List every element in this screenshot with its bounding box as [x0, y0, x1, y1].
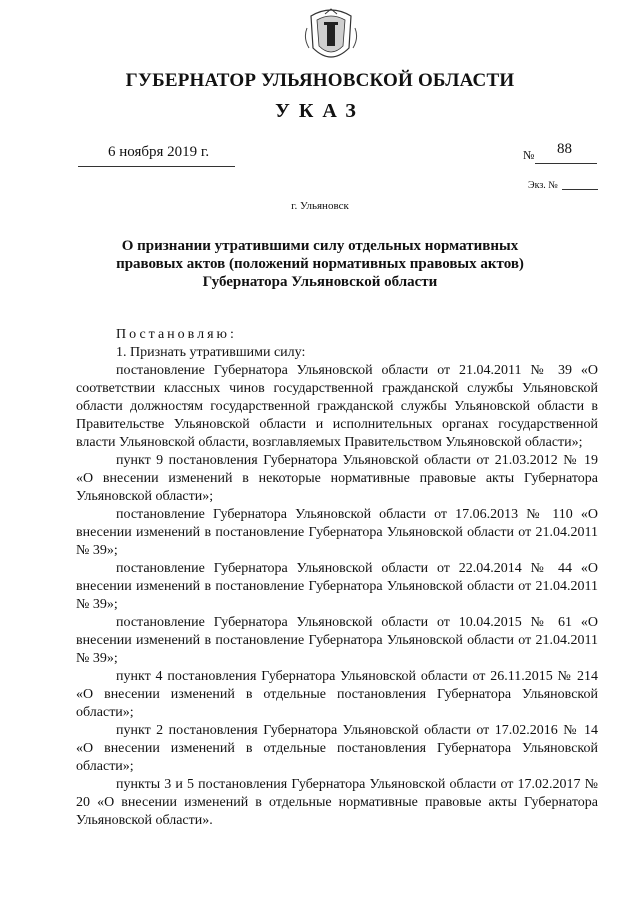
list-item: постановление Губернатора Ульяновской области от 10.04.2015 № 61 «О внесении изменений в постановление Губернатора Ульяновской области от 21.04.2011 № 39»; — [76, 615, 598, 666]
copy-label: Экз. № — [528, 180, 558, 191]
city: г. Ульяновск — [291, 200, 349, 212]
governor-title: ГУБЕРНАТОР УЛЬЯНОВСКОЙ ОБЛАСТИ — [125, 70, 515, 91]
decree-date: 6 ноября 2019 г. — [108, 144, 210, 160]
date-underline — [78, 166, 235, 167]
subject-line: О признании утратившими силу отдельных нормативных — [121, 238, 519, 254]
list-item: постановление Губернатора Ульяновской области от 21.04.2011 № 39 «О соответствии классных чинов государственной гражданской службы Ульяновской области должностям государственной гражданской службы Ульяновской области в Правительстве Ульяновской области и исполнительных органах государственной власти Ульяновской области, возглавляемых Правительством Ульяновской области»; — [76, 363, 598, 450]
decree-number: 88 — [557, 141, 572, 157]
resolve-word: Постановляю: — [116, 327, 237, 342]
decree-subject — [100, 237, 540, 291]
subject-line: правовых актов (положений нормативных правовых актов) — [116, 256, 524, 272]
decree-title: УКАЗ — [275, 100, 365, 122]
list-item: пункт 4 постановления Губернатора Ульяновской области от 26.11.2015 № 214 «О внесении изменений в отдельные постановления Губернатора Ульяновской области»; — [76, 669, 598, 720]
clause-1: 1. Признать утратившими силу: — [116, 345, 306, 360]
list-item: постановление Губернатора Ульяновской области от 17.06.2013 № 110 «О внесении изменений в постановление Губернатора Ульяновской области от 21.04.2011 № 39»; — [76, 507, 598, 558]
number-sign: № — [523, 148, 535, 162]
copy-underline — [562, 189, 598, 190]
coat-of-arms-icon — [303, 8, 359, 68]
number-underline — [535, 163, 597, 164]
list-item: постановление Губернатора Ульяновской области от 22.04.2014 № 44 «О внесении изменений в постановление Губернатора Ульяновской области от 21.04.2011 № 39»; — [76, 561, 598, 612]
subject-line: Губернатора Ульяновской области — [202, 274, 438, 290]
list-item: пункты 3 и 5 постановления Губернатора Ульяновской области от 17.02.2017 № 20 «О внесении изменений в отдельные нормативные правовые акты Губернатора Ульяновской области». — [76, 777, 598, 828]
list-item: пункт 9 постановления Губернатора Ульяновской области от 21.03.2012 № 19 «О внесении изменений в некоторые нормативные правовые акты Губернатора Ульяновской области»; — [76, 453, 598, 504]
list-item: пункт 2 постановления Губернатора Ульяновской области от 17.02.2016 № 14 «О внесении изменений в отдельные постановления Губернатора Ульяновской области»; — [76, 723, 598, 774]
decree-body — [76, 326, 598, 830]
